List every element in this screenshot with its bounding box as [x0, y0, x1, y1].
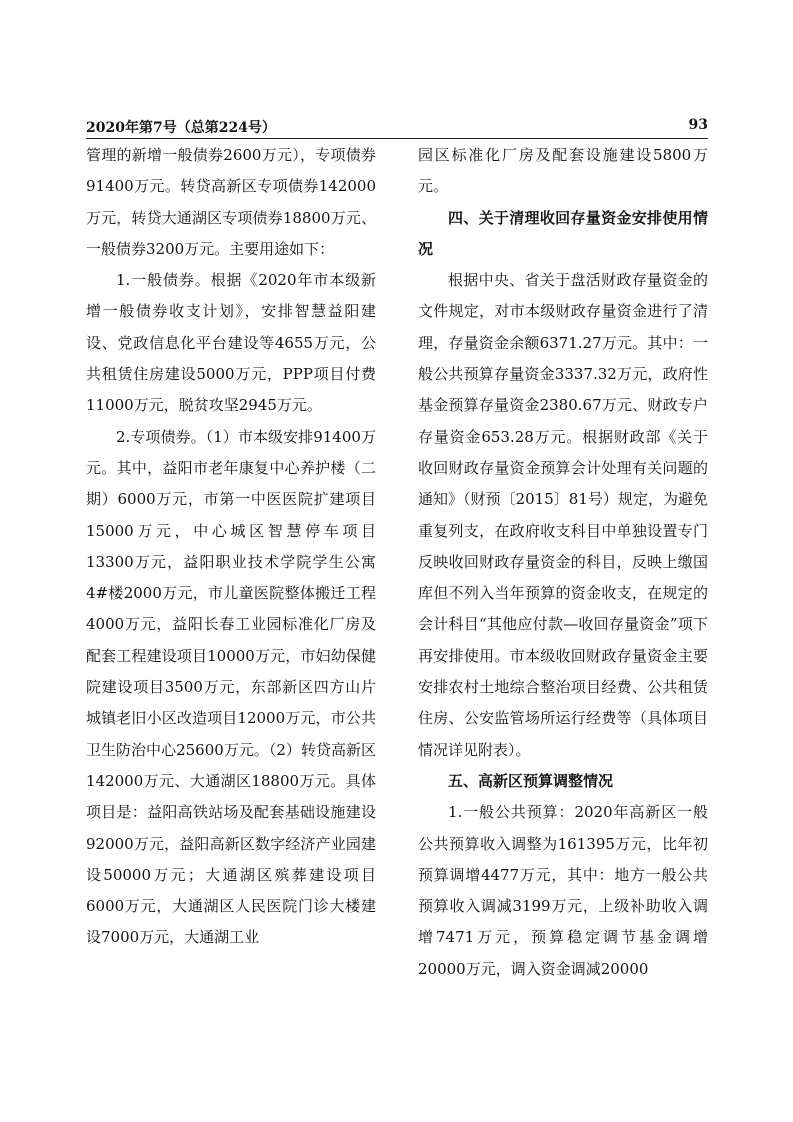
right-column	[418, 140, 708, 1040]
running-header	[86, 117, 708, 139]
issue-label: 2020年第7号（总第224号）	[86, 120, 276, 136]
paragraph-general-bonds: 1.一般债券。根据《2020年市本级新增一般债券收支计划》，安排智慧益阳建设、党政信息化平台建设等4655万元，公共租赁住房建设5000万元，PPP项目付费11000万元，脱贫攻坚2945万元。	[86, 271, 376, 415]
left-column	[86, 140, 376, 1040]
section-heading-4: 四、关于清理收回存量资金安排使用情况	[418, 208, 708, 258]
paragraph-continued: 管理的新增一般债券2600万元），专项债券91400万元。转贷高新区专项债券142000万元，转贷大通湖区专项债券18800万元、一般债券3200万元。主要用途如下：	[86, 146, 376, 258]
paragraph-special-bonds: 2.专项债券。（1）市本级安排91400万元。其中，益阳市老年康复中心养护楼（二期）6000万元，市第一中医医院扩建项目15000万元，中心城区智慧停车项目13300万元，益阳职业技术学院学生公寓4#楼2000万元，市儿童医院整体搬迁工程4000万元，益阳长春工业园标准化厂房及配套工程建设项目10000万元，市妇幼保健院建设项目3500万元，东部新区四方山片城镇老旧小区改造项目12000万元，市公共卫生防治中心25600万元。（2）转贷高新区142000万元、大通湖区18800万元。具体项目是：益阳高铁站场及配套基础设施建设92000万元，益阳高新区数字经济产业园建设50000万元；大通湖区殡葬建设项目6000万元，大通湖区人民医院门诊大楼建设7000万元，大通湖工业	[86, 427, 376, 947]
paragraph-stock-funds: 根据中央、省关于盘活财政存量资金的文件规定，对市本级财政存量资金进行了清理，存量资金余额6371.27万元。其中：一般公共预算存量资金3337.32万元，政府性基金预算存量资金2380.67万元、财政专户存量资金653.28万元。根据财政部《关于收回财政存量资金预算会计处理有关问题的通知》（财预〔2015〕81号）规定，为避免重复列支，在政府收支科目中单独设置专门反映收回财政存量资金的科目，反映上缴国库但不列入当年预算的资金收支，在规定的会计科目“其他应付款—收回存量资金”项下再安排使用。市本级收回财政存量资金主要安排农村土地综合整治项目经费、公共租赁住房、公安监管场所运行经费等（具体项目情况详见附表）。	[418, 271, 708, 759]
paragraph-high-tech-zone: 1.一般公共预算：2020年高新区一般公共预算收入调整为161395万元，比年初预算调增4477万元，其中：地方一般公共预算收入调减3199万元，上级补助收入调增7471万元，预算稳定调节基金调增20000万元，调入资金调减20000	[418, 803, 708, 978]
paragraph-continued-right: 园区标准化厂房及配套设施建设5800万元。	[418, 146, 708, 196]
section-heading-5: 五、高新区预算调整情况	[448, 771, 614, 790]
page-number: 93	[688, 117, 708, 133]
header-rule	[86, 138, 708, 139]
